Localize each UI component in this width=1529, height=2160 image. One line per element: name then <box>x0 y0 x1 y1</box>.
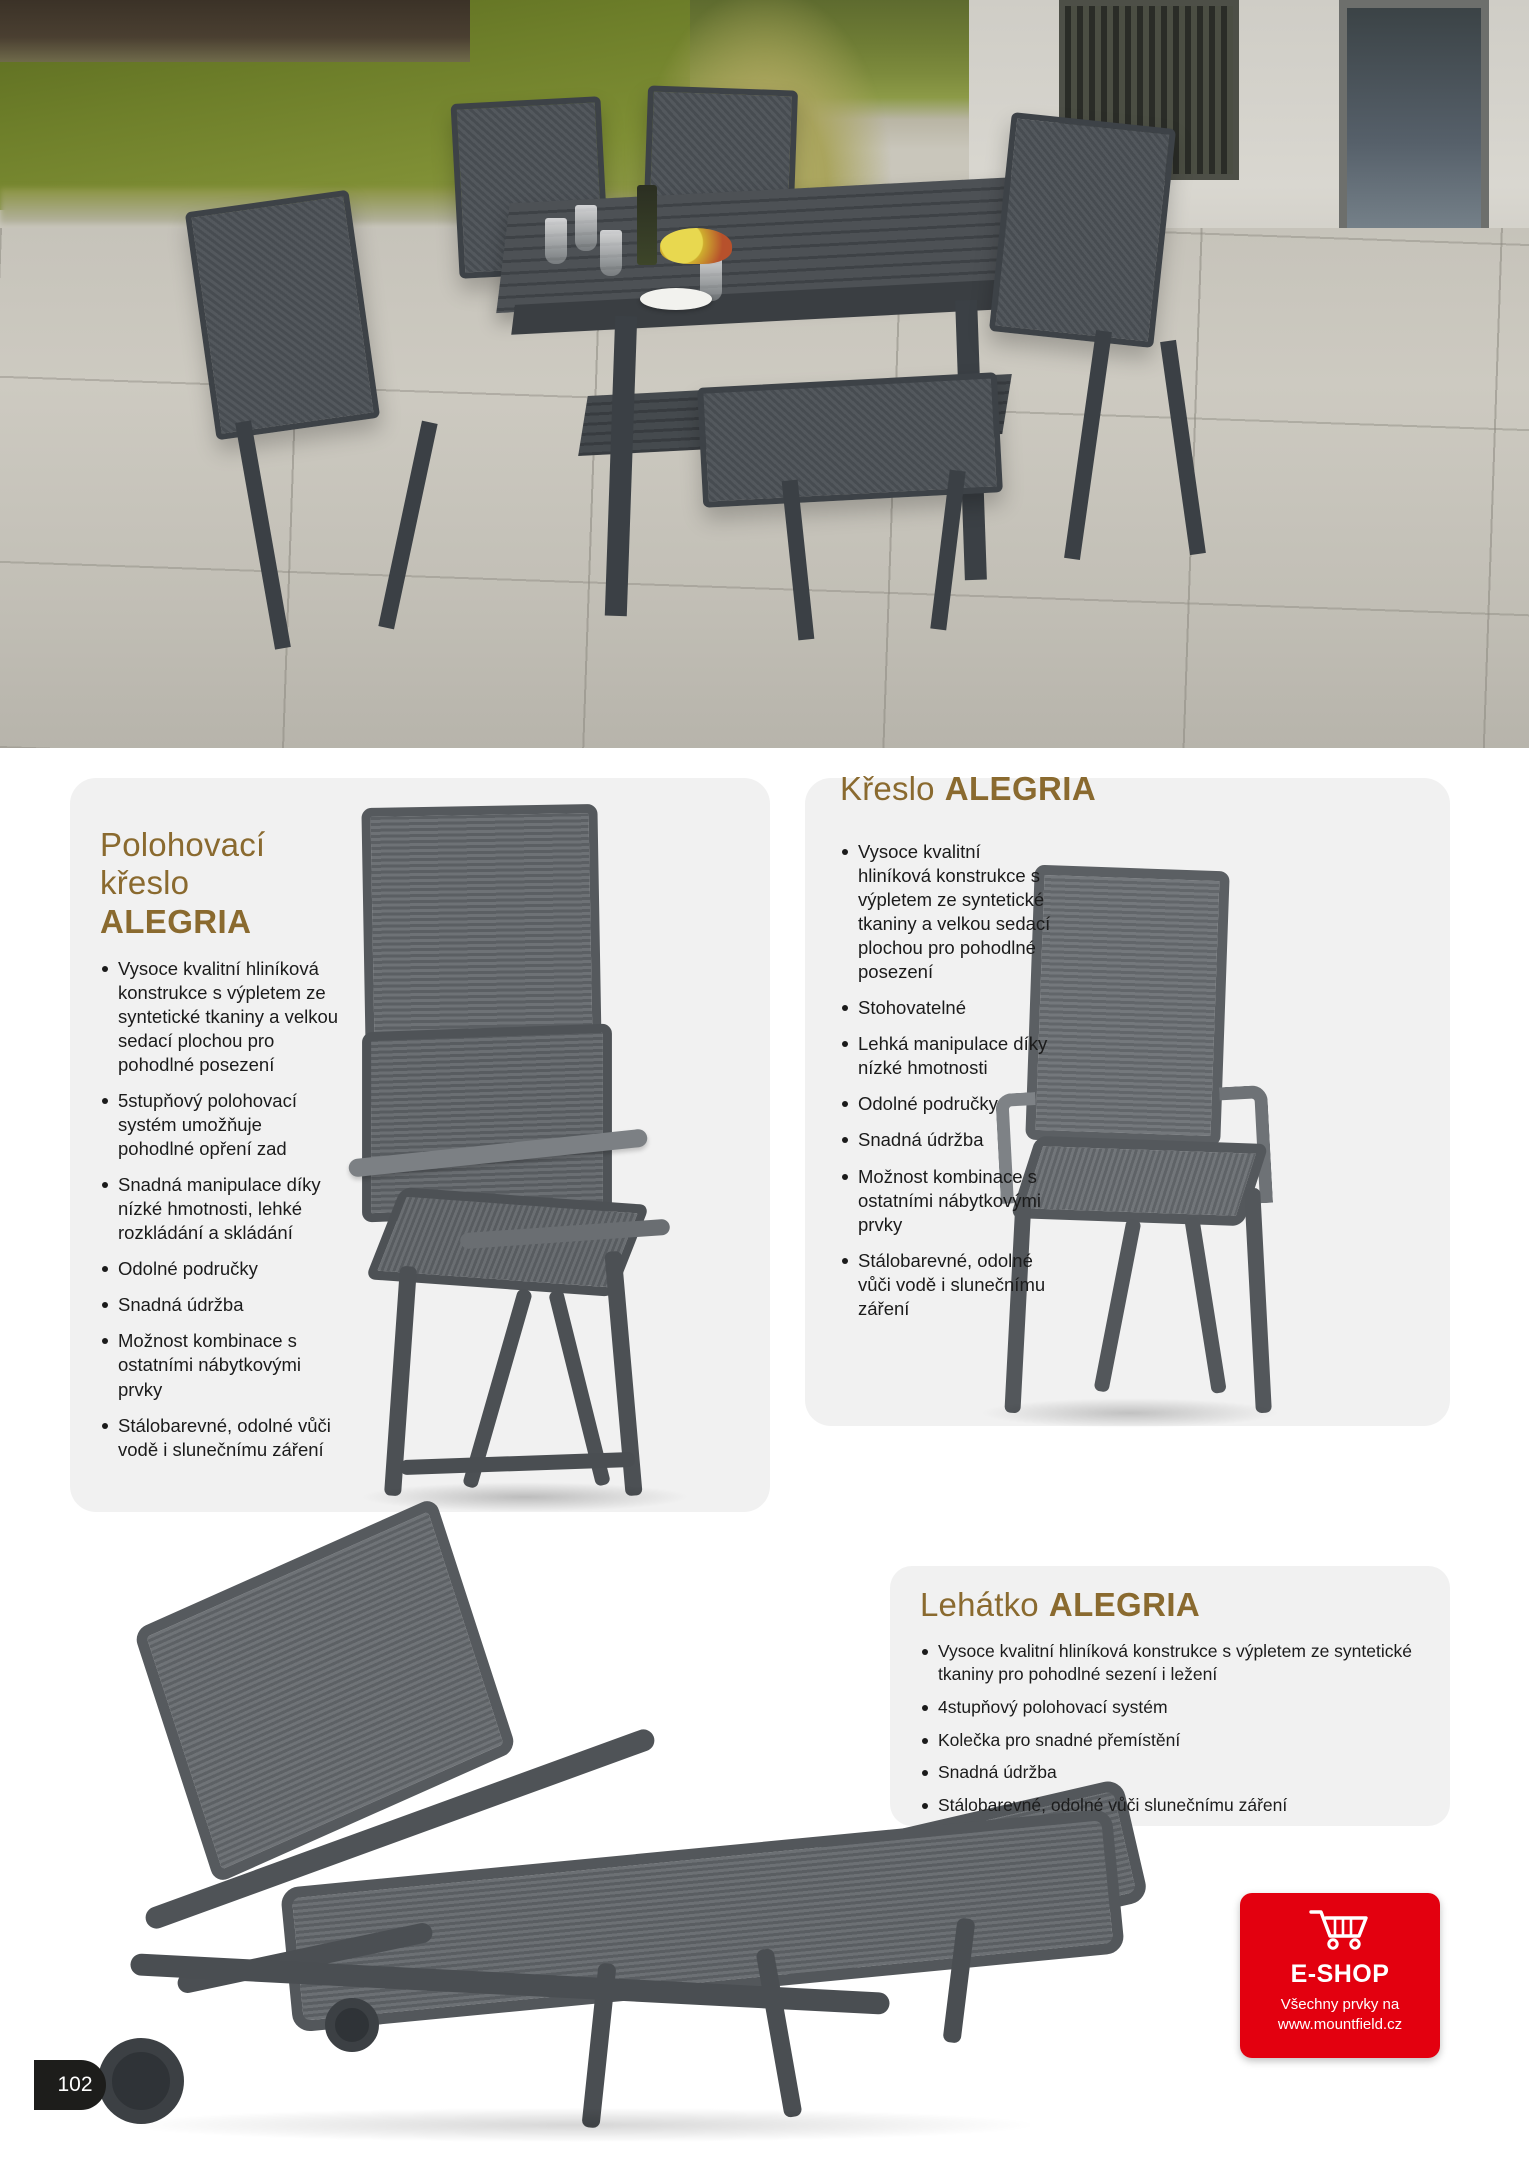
product-title-reclining-chair <box>100 826 340 941</box>
product-title-prefix: Lehátko <box>920 1586 1039 1623</box>
list-item: Vysoce kvalitní hliníková konstrukce s výpletem ze syntetické tkaniny a velkou sedací plochou pro pohodlné posezení <box>840 840 1055 984</box>
lounger-backrest <box>133 1497 517 1885</box>
flower-bed <box>0 0 470 62</box>
list-item: Možnost kombinace s ostatními nábytkovými prvky <box>840 1165 1055 1237</box>
product-title-sun-lounger <box>920 1586 1430 1624</box>
list-item: 4stupňový polohovací systém <box>920 1696 1430 1719</box>
product-title-line1: Polohovací <box>100 826 266 863</box>
wine-glass <box>575 205 597 251</box>
product-title-prefix: Křeslo <box>840 770 935 807</box>
list-item: Snadná manipulace díky nízké hmotnosti, lehké rozkládání a skládání <box>100 1173 340 1245</box>
product-text-reclining-chair <box>100 826 340 1474</box>
catalog-content <box>0 748 1529 2160</box>
product-brand: ALEGRIA <box>944 770 1097 807</box>
product-brand: ALEGRIA <box>100 902 252 940</box>
wine-bottle <box>637 185 657 265</box>
product-title-line2: křeslo <box>100 864 190 902</box>
shopping-cart-icon <box>1240 1907 1440 1956</box>
hero-product-photo <box>0 0 1529 748</box>
list-item: Snadná údržba <box>920 1761 1430 1784</box>
list-item: 5stupňový polohovací systém umožňuje pohodlné opření zad <box>100 1089 340 1161</box>
list-item: Vysoce kvalitní hliníková konstrukce s výpletem ze syntetické tkaniny pro pohodlné sezení i ležení <box>920 1640 1430 1686</box>
chair-backrest <box>1025 865 1229 1147</box>
list-item: Stálobarevné, odolné vůči vodě i slunečnímu záření <box>100 1414 340 1462</box>
eshop-url[interactable]: www.mountfield.cz <box>1277 2015 1403 2033</box>
hero-chair-front-left <box>185 190 380 441</box>
page-number: 102 <box>34 2060 106 2110</box>
list-item: Odolné područky <box>840 1092 1055 1116</box>
product-text-sun-lounger <box>920 1586 1430 1827</box>
eshop-badge[interactable] <box>1240 1893 1440 2058</box>
hero-chair-front-right <box>989 112 1176 348</box>
lounger-wheel <box>325 1998 379 2052</box>
product-text-stacking-chair <box>840 824 1055 1333</box>
chair-leg <box>1184 1216 1227 1394</box>
chair-leg <box>1093 1218 1141 1393</box>
plate <box>640 288 712 310</box>
list-item: Stálobarevné, odolné vůči vodě i slunečnímu záření <box>840 1249 1055 1321</box>
lounger-shadow <box>130 2108 1030 2142</box>
product-brand: ALEGRIA <box>1048 1586 1201 1623</box>
list-item: Lehká manipulace díky nízké hmotnosti <box>840 1032 1055 1080</box>
list-item: Snadná údržba <box>100 1293 340 1317</box>
chair-leg <box>1244 1188 1272 1414</box>
eshop-title: E-SHOP <box>1290 1960 1390 1988</box>
wine-glass <box>600 230 622 276</box>
list-item: Snadná údržba <box>840 1128 1055 1152</box>
feature-list-reclining-chair <box>100 957 340 1462</box>
chair-shadow <box>980 1398 1280 1428</box>
list-item: Kolečka pro snadné přemístění <box>920 1729 1430 1752</box>
eshop-subtitle-line1: Všechny prvky na <box>1280 1996 1400 2013</box>
glass-door <box>1339 0 1489 260</box>
feature-list-sun-lounger <box>920 1640 1430 1817</box>
wine-glass <box>545 218 567 264</box>
list-item: Vysoce kvalitní hliníková konstrukce s výpletem ze syntetické tkaniny a velkou sedací plochou pro pohodlné posezení <box>100 957 340 1077</box>
feature-list-stacking-chair <box>840 840 1055 1321</box>
list-item: Možnost kombinace s ostatními nábytkovými prvky <box>100 1329 340 1401</box>
list-item: Odolné područky <box>100 1257 340 1281</box>
list-item: Stohovatelné <box>840 996 1055 1020</box>
list-item: Stálobarevné, odolné vůči slunečnímu záření <box>920 1794 1430 1817</box>
product-title-stacking-chair <box>840 770 1320 808</box>
product-image-reclining-chair <box>340 796 760 1496</box>
fruit-bowl <box>660 228 732 264</box>
